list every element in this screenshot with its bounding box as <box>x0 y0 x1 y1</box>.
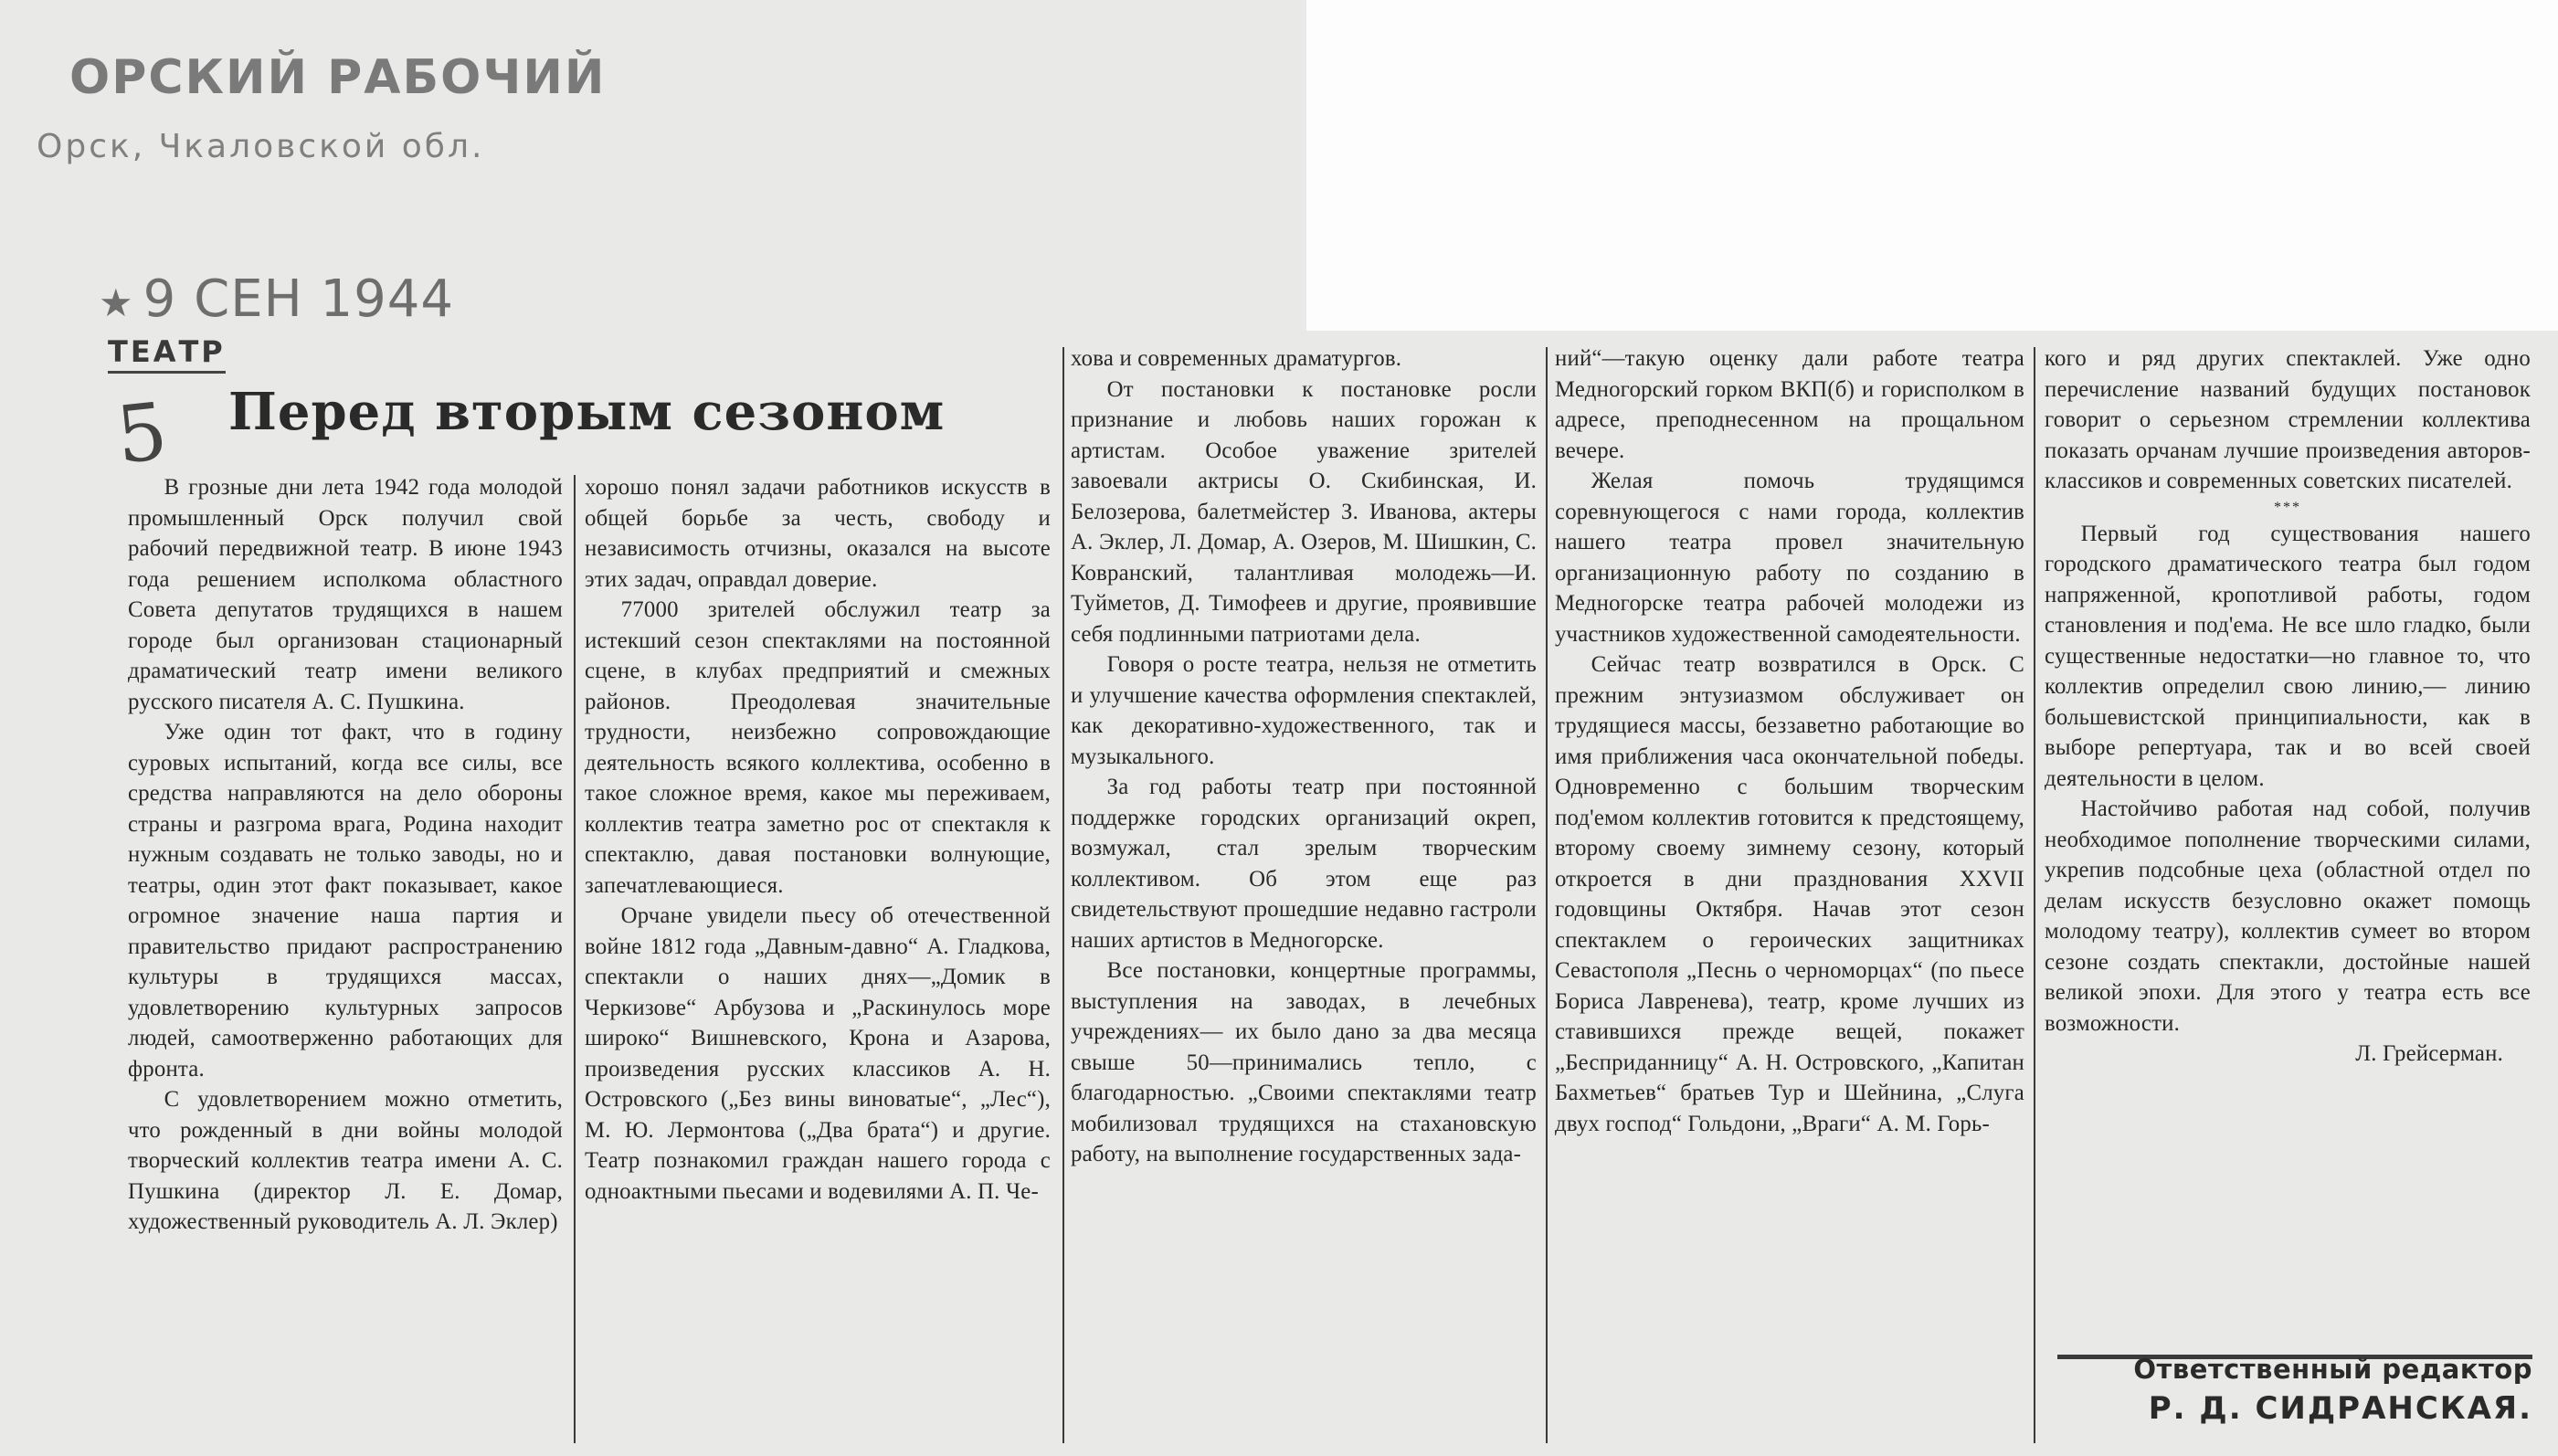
article-column-4 <box>1555 343 2024 1139</box>
paragraph: 77000 зрителей обслужил театр за истекший сезон спектаклями на постоянной сцене, в клубах предприятий и смежных районов. Преодолевая значительные трудности, неизбежно сопровождающие деятельность всякого коллектива, особенно в такое сложное время, какое мы переживаем, коллектив театра заметно рос от спектакля к спектаклю, давая постановки волнующие, запечатлевающиеся. <box>585 597 1051 898</box>
paragraph: С удовлетворением можно отметить, что рожденный в дни войны молодой творческий коллектив театра имени А. С. Пушкина (директор Л. Е. Домар, художественный руководитель А. Л. Эклер) <box>128 1087 563 1234</box>
stamp-date <box>99 269 454 329</box>
author-signature: Л. Грейсерман. <box>2355 1041 2503 1066</box>
newspaper-name: ОРСКИЙ РАБОЧИЙ <box>69 50 607 105</box>
paragraph: Говоря о росте театра, нельзя не отметить и улучшение качества оформления спектаклей, как декоративно-художественного, так и музыкального. <box>1071 652 1537 769</box>
editor-title: Ответственный редактор <box>2133 1354 2532 1385</box>
column-divider <box>574 475 576 1443</box>
article-column-5 <box>2045 343 2531 1070</box>
column-divider <box>1062 347 1064 1443</box>
paragraph: Орчане увидели пьесу об отечественной войне 1812 года „Давным-давно“ А. Гладкова, спектакли о наших днях—„Домик в Черкизове“ Арбузова и „Раскинулось море широко“ Вишневского, Крона и Азарова, произведения русских классиков А. Н. Островского („Без вины виноватые“, „Лес“), М. Ю. Лермонтова („Два брата“) и другие. Театр познакомил граждан нашего города с одноактными пьесами и водевилями А. П. Че- <box>585 903 1051 1204</box>
article-column-3 <box>1071 343 1537 1170</box>
paragraph: Желая помочь трудящимся соревнующегося с нами города, коллектив нашего театра провел значительную организационную работу по созданию в Медногорске театра рабочей молодежи из участников художественной самодеятельности. <box>1555 469 2024 647</box>
paragraph: Все постановки, концертные программы, выступления на заводах, в лечебных учреждениях— их было дано за два месяца свыше 50—принимались тепло, с благодарностью. „Своими спектаклями театр мобилизовал трудящихся на стахановскую работу, на выполнение государственных зада- <box>1071 958 1537 1166</box>
section-separator: *** <box>2274 499 2301 515</box>
paragraph: Настойчиво работая над собой, получив необходимое пополнение творческими силами, укрепив подсобные цеха (областной отдел по делам искусств безусловно окажет помощь молодому театру), коллектив сумеет во втором сезоне создать спектакли, достойные нашей великой эпохи. Для этого у театра есть все возможности. <box>2045 797 2531 1036</box>
paragraph: Сейчас театр возвратился в Орск. С прежним энтузиазмом обслуживает он трудящиеся массы, беззаветно работающие во имя приближения часа окончательной победы. Одновременно с большим творческим под'емом коллектив готовится к предстоящему, второму своему зимнему сезону, который откроется в дни празднования XXVII годовщины Октября. Начав этот сезон спектаклем о героических защитниках Севастополя „Песнь о черноморцах“ (по пьесе Бориса Лавренева), театр, кроме лучших из ставившихся прежде вещей, покажет „Бесприданницу“ А. Н. Островского, „Капитан Бахметьев“ братьев Тур и Шейнина, „Слуга двух господ“ Гольдони, „Враги“ А. М. Горь- <box>1555 652 2024 1136</box>
paragraph: хорошо понял задачи работников искусств в общей борьбе за честь, свободу и независимость отчизны, оказался на высоте этих задач, оправдал доверие. <box>585 475 1051 592</box>
stamp-date-text: 9 СЕН 1944 <box>143 269 454 329</box>
article-column-1 <box>128 472 563 1238</box>
article-column-2 <box>585 472 1051 1207</box>
paragraph: В грозные дни лета 1942 года молодой промышленный Орск получил свой рабочий передвижной театр. В июне 1943 года решением исполкома областного Совета депутатов трудящихся в нашем городе был организован стационарный драматический театр имени великого русского писателя А. С. Пушкина. <box>128 475 563 714</box>
paragraph: Уже один тот факт, что в годину суровых испытаний, когда все силы, все средства направляются на дело обороны страны и разгрома врага, Родина находит нужным создавать не только заводы, но и театры, один этот факт показывает, какое огромное значение наша партия и правительство придают распространению культуры в трудящихся массах, удовлетворению культурных запросов людей, самоотверженно работающих для фронта. <box>128 720 563 1081</box>
column-divider <box>1546 347 1548 1443</box>
star-icon: ★ <box>99 280 134 325</box>
handwritten-number: 5 <box>111 385 172 482</box>
editor-credit <box>2057 1350 2532 1429</box>
paragraph: От постановки к постановке росли признание и любовь наших горожан к артистам. Особое уважение зрителей завоевали актрисы О. Скибинская, И. Белозерова, балетмейстер З. Иванова, актеры А. Эклер, Л. Домар, А. Озеров, М. Шишкин, С. Ковранский, талантливая молодежь—И. Туйметов, Д. Тимофеев и другие, проявившие себя подлинными патриотами дела. <box>1071 376 1537 647</box>
rubric-label: ТЕАТР <box>108 334 226 374</box>
paragraph: кого и ряд других спектаклей. Уже одно перечисление названий будущих постановок говорит о серьезном стремлении коллектива показать орчанам лучшие произведения авторов-классиков и современных советских писателей. <box>2045 346 2531 493</box>
article-headline: Перед вторым сезоном <box>228 382 946 442</box>
editor-name: Р. Д. СИДРАНСКАЯ. <box>2148 1390 2532 1427</box>
paragraph: Первый год существования нашего городского драматического театра был годом напряженной, кропотливой работы, годом становления и под'ема. Не все шло гладко, были существенные недостатки—но главное то, что коллектив определил свою линию,— линию большевистской принципиальности, как в выборе репертуара, так и во всей своей деятельности в целом. <box>2045 521 2531 791</box>
newspaper-place: Орск, Чкаловской обл. <box>37 128 485 165</box>
paragraph: ний“—такую оценку дали работе театра Медногорский горком ВКП(б) и горисполком в адресе, преподнесенном на прощальном вечере. <box>1555 346 2024 463</box>
paragraph: хова и современных драматургов. <box>1071 346 1402 371</box>
column-divider <box>2034 347 2035 1443</box>
paragraph: За год работы театр при постоянной поддержке городских организаций окреп, возмужал, стал зрелым творческим коллективом. Об этом еще раз свидетельствуют прошедшие недавно гастроли наших артистов в Медногорске. <box>1071 775 1537 953</box>
